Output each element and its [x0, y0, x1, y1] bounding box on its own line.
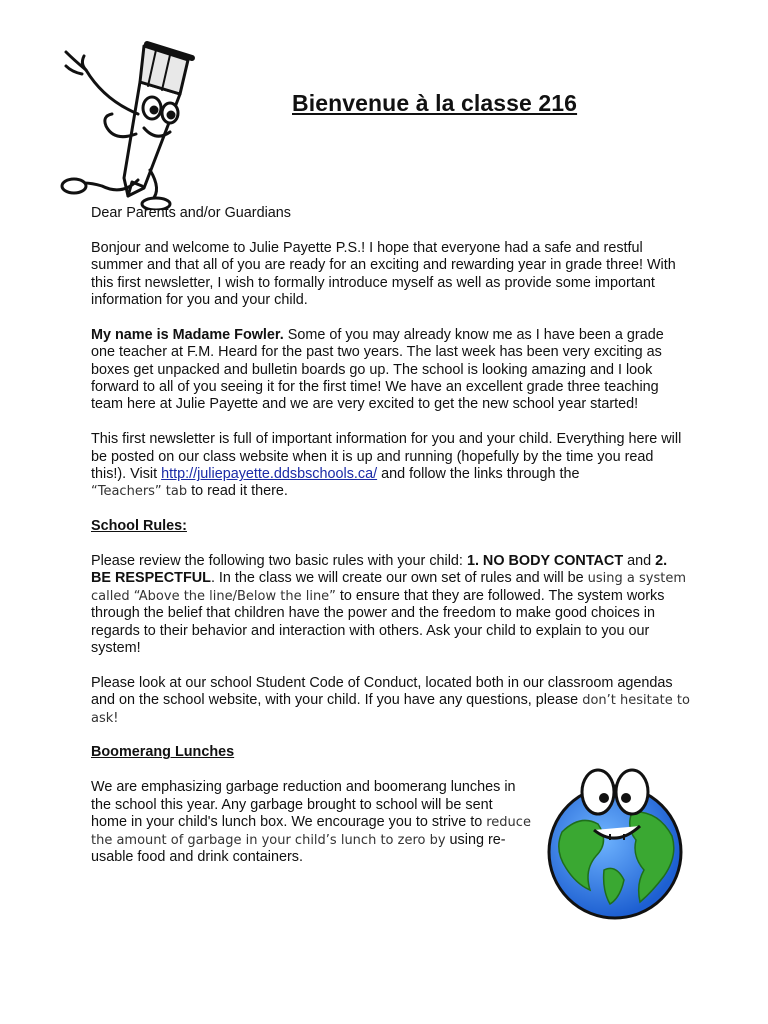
about-text: Some of you may already know me as I have been a grade one teacher at F.M. Heard for the past two years. The last week has been very exciting as boxes get unpacked and bulletin boards go up. The school is looking amazing and I look forward to all of you seeing it for the first time! We have an excellent grade three teaching team here at Julie Payette and we are very excited to get the new school year started!	[91, 326, 664, 413]
conduct-text-end: don’t hesitate to ask!	[91, 693, 690, 726]
lunches-paragraph	[91, 779, 531, 866]
teacher-name-lead: My name is Madame Fowler.	[91, 326, 284, 343]
website-text: This first newsletter is full of important information for you and your child. Everything here will be posted on our class website when it is up and running (hopefully by the time you read this!). Visit	[91, 431, 682, 483]
rules-text: Please review the following two basic rules with your child:	[91, 553, 467, 570]
teachers-tab-text: “Teachers” tab	[91, 484, 188, 500]
website-text-end: to read it there.	[187, 483, 288, 500]
rules-system-text: using a system called “Above the line/Below the line”	[91, 571, 687, 604]
conduct-paragraph	[91, 675, 691, 727]
lunches-text: We are emphasizing garbage reduction and boomerang lunches in the school this year. Any garbage brought to school will be sent home in your child's lunch box. We encourage you to strive to	[91, 779, 516, 831]
salutation: Dear Parents and/or Guardians	[91, 205, 291, 221]
lunches-zero-text: reduce the amount of garbage in your child’s lunch to zero by	[91, 815, 531, 848]
rules-paragraph	[91, 553, 691, 657]
class-website-link[interactable]: http://juliepayette.ddsbschools.ca/	[161, 466, 378, 483]
conduct-text: Please look at our school Student Code of Conduct, located both in our classroom agendas and on the school website, with your child. If you have any questions, please	[91, 674, 673, 709]
website-paragraph	[91, 431, 691, 501]
pencil-mascot-icon	[52, 30, 212, 210]
rule-two: 2. BE RESPECTFUL	[91, 553, 668, 587]
earth-mascot-icon	[540, 752, 690, 924]
rule-one: 1. NO BODY CONTACT	[466, 553, 624, 570]
school-rules-heading: School Rules:	[91, 518, 187, 535]
rules-text-mid: . In the class we will create our own set of rules and will be	[210, 570, 588, 587]
page-title: Bienvenue à la classe 216	[292, 90, 578, 116]
website-text-after: and follow the links through the	[377, 466, 580, 483]
about-paragraph	[91, 327, 691, 414]
lunches-text-after: using re-usable food and drink containers.	[91, 831, 506, 865]
intro-paragraph: Bonjour and welcome to Julie Payette P.S.! I hope that everyone had a safe and restful summer and that all of you are ready for an exciting and rewarding year in grade three! With this first newsletter, I wish to formally introduce myself as well as provide some important information for you and your child.	[91, 239, 676, 309]
rules-text-after: to ensure that they are followed. The system works through the belief that children have the power and the freedom to make good choices in regards to their behavior and interaction with others. Ask your child to explain to you our system!	[91, 587, 665, 657]
boomerang-lunches-heading: Boomerang Lunches	[91, 744, 235, 761]
rules-and: and	[623, 553, 656, 570]
